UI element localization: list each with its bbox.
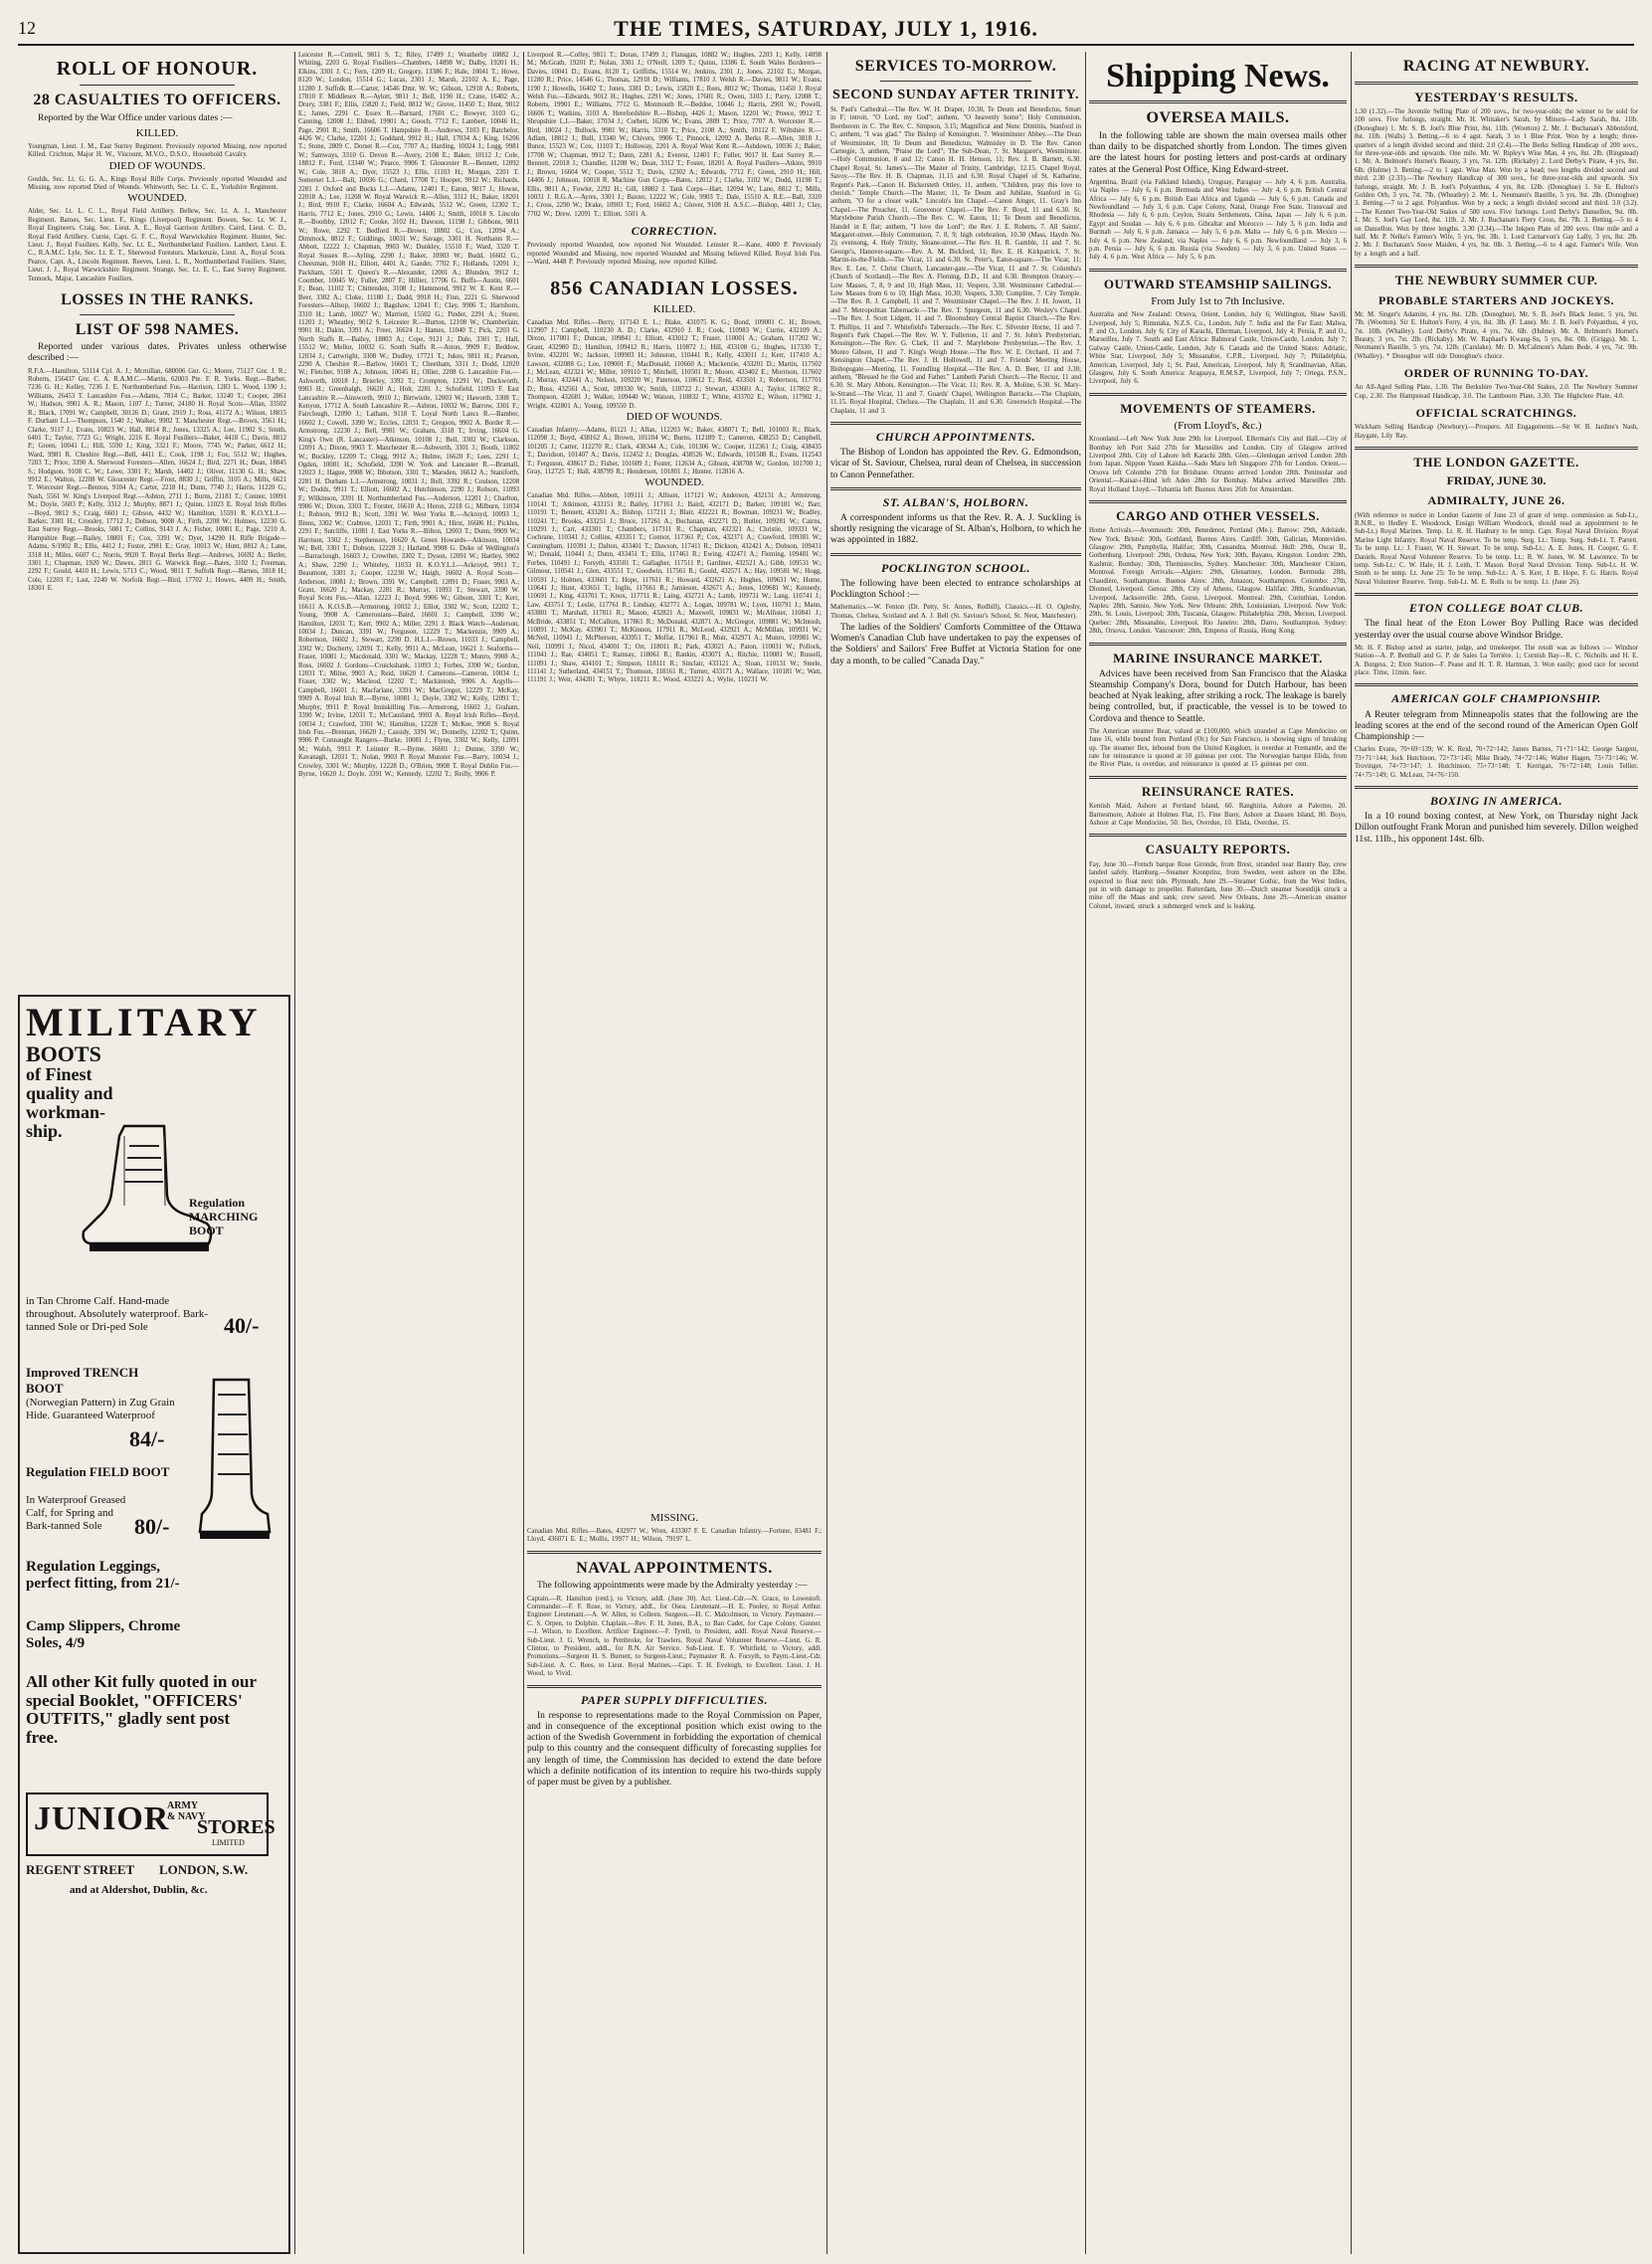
casualty-reports-heading: CASUALTY REPORTS.: [1145, 842, 1291, 857]
text-block: Mr. H. F. Bishop acted as starter, judge, and timekeeper. The result was as follows :— Windsor Station—A. P. Benthall and G. P. de Sales La Terrière. 1; Cornish Bay—R. C. Nicholls and H. E. A. Burgess, 2; Eton Station—F. Pease and H. T. R. Hartman, 3. Won easily; good race for second place. Time, 11min. 6sec.: [1355, 644, 1638, 677]
regent-street: REGENT STREET: [26, 1862, 135, 1877]
ad-line3: quality and: [26, 1082, 113, 1103]
racing-heading: RACING AT NEWBURY.: [1402, 58, 1590, 75]
ad-line5: ship.: [26, 1120, 63, 1141]
died-label: DIED OF WOUNDS.: [108, 159, 206, 172]
text-block: Liverpool R.—Coffey, 9811 T.; Doran, 17499 J.; Flanagan, 10882 W.; Hughes, 2203 J.; Kelly, 14898 M.; McGrath, 19201 P.; Nolan, 3301 J.; O'Neill, 1209 T.; Quinn, 13386 E. South Wales Borderers—Davies, 10041 D.; Evans, 8120 T.; Griffiths, 15514 W.; Jenkins, 2301 J.; Jones, 22102 E.; Morgan, 11280 R.; Price, 14546 G.; Thomas, 12918 D.; Williams, 17810 J. Welsh R.—Davies, 9811 W.; Evans, 1190 J.; Howells, 16402 T.; Jones, 3381 D.; Lewis, 15820 E.; Rees, 8812 W.; Thomas, 11450 J. Royal Welsh Fus.—Edwards, 9012 H.; Hughes, 2291 W.; Jones, 17601 R.; Owen, 3103 J.; Parry, 12008 T.; Roberts, 19901 E.; Williams, 7712 G. Monmouth R.—Beddoe, 10046 J.; Harris, 2901 W.; Powell, 16606 T.; Watkins, 3103 A. Herefordshire R.—Bishop, 4426 J.; Mason, 12201 W.; Preece, 9912 T. Shropshire L.I.—Baker, 17034 J.; Corbett, 16206 W.; Evans, 2809 T.; Price, 7707 A. Worcester R.—Bird, 10024 J.; Bullock, 9981 W.; Harris, 3310 T.; Price, 2108 A.; Smith, 10112 F. Wiltshire R.—Adlam, 18812 J.; Bull, 13340 W.; Chivers, 9906 T.; Pinnock, 12092 A. Berks R.—Allen, 3818 J.; Bunce, 15523 W.; Cox, 11103 T.; Holloway, 2201 A. Royal West Kent R.—Ashdown, 10036 J.; Baker, 17708 W.; Chapman, 9912 T.; Dann, 2281 A.; Everest, 12401 F.; Fuller, 9017 H. East Surrey R.—Bennett, 22018 J.; Chandler, 11208 W.; Dean, 3312 T.; Foster, 18201 A. Royal Fusiliers—Atkins, 9910 J.; Brown, 16604 W.; Cooper, 5512 T.; Davis, 12302 A.; Edwards, 7712 F.; Green, 2910 H.; Hill, 14406 J.; Johnson, 10018 R. Machine Gun Corps—Bates, 12012 J.; Clarke, 3102 W.; Dodd, 11198 T.; Ellis, 9811 A.; Fowler, 2292 H.; Gill, 18802 J. Tank Corps—Hart, 12094 W.; Lane, 8812 T.; Mills, 10031 J. R.G.A.—Ayres, 3301 J.; Baxter, 12222 W.; Cole, 9903 T.; Dale, 15510 A. R.E.—Ball, 3320 J.; Cross, 2290 W.; Drake, 10903 T.; Ford, 16602 A.; Glover, 9108 H. A.S.C.—Bishop, 4401 J.; Clay, 7702 W.; Drew, 12091 T.; Elliott, 5501 A.: [527, 52, 822, 218]
trench-boot-illustration-icon: [194, 1375, 274, 1549]
oversea-mails-intro: In the following table are shown the main oversea mails other than daily to be dispatched shortly from London. The times given are the latest hours for posting letters and post-cards at ordinary rates at the General Post Office, King Edward-street.: [1089, 130, 1347, 175]
eton-text: The final heat of the Eton Lower Boy Pulling Race was decided yesterday over the usual course above Windsor Bridge.: [1355, 619, 1638, 641]
text-block: Previously reported Wounded, now reported Not Wounded. Leinster R.—Kane, 4000 P. Previously reported Wounded and Missing, now reported Wounded and Missing believed Killed. Royal Irish Fus.—Ward, 4448 P. Previously reported Missing, now reported Killed.: [527, 242, 822, 267]
camp-slippers-text: Camp Slippers, Chrome Soles, 4/9: [26, 1618, 181, 1651]
ad-line1: BOOTS: [26, 1041, 101, 1066]
text-block: Canadian Mtd. Rifles.—Abbott, 109111 J.; Allison, 117121 W.; Anderson, 432131 A.; Armstrong, 110141 T.; Atkinson, 433151 R.; Bailey, 117161 J.; Baird, 432171 D.; Barker, 109181 W.; Barr, 110191 T.; Bennett, 433201 A.; Bishop, 117211 J.; Blair, 432221 R.; Bowman, 109231 W.; Bradley, 110241 T.; Brooks, 433251 J.; Bruce, 117261 A.; Buchanan, 432271 D.; Butler, 109281 W.; Cairns, 110291 J.; Carr, 433301 T.; Chambers, 117311 R.; Chapman, 432321 A.; Christie, 109331 W.; Cochrane, 110341 J.; Collins, 433351 T.; Connor, 117361 P.; Cox, 432371 A.; Crawford, 109381 W.; Cunningham, 110391 J.; Dalton, 433401 T.; Dawson, 117411 R.; Dickson, 432421 A.; Dobson, 109431 W.; Donald, 110441 J.; Dunn, 433451 T.; Ellis, 117461 R.; Ewing, 432471 A.; Fleming, 109481 W.; Forbes, 110491 J.; Forsyth, 433501 T.; Gallagher, 117511 P.; Gardiner, 432521 A.; Gibb, 109531 W.; Gilmour, 110541 J.; Glen, 433551 T.; Goodwin, 117561 R.; Gould, 432571 A.; Hay, 109581 W.; Hogg, 110591 J.; Holmes, 433601 T.; Hope, 117611 R.; Howard, 432621 A.; Hughes, 109631 W.; Hume, 110641 J.; Hunt, 433651 T.; Inglis, 117661 R.; Jamieson, 432671 A.; Jones, 109681 W.; Kennedy, 110691 J.; King, 433701 T.; Knox, 117711 R.; Laing, 432721 A.; Lamb, 109731 W.; Lang, 110741 J.; Law, 433751 T.; Leslie, 117761 R.; Lindsay, 432771 A.; Logan, 109781 W.; Lyon, 110791 J.; Mann, 433801 T.; Marshall, 117811 R.; Mason, 432821 A.; Maxwell, 109831 W.; McAllister, 110841 J.; McBride, 433851 T.; McCallum, 117861 R.; McDonald, 432871 A.; McGregor, 109881 W.; McIntosh, 110891 J.; McKay, 433901 T.; McKinnon, 117911 R.; McLeod, 432921 A.; McMillan, 109931 W.; McNeil, 110941 J.; McPherson, 433951 T.; Moffat, 117961 R.; Muir, 432971 A.; Munro, 109981 W.; Neil, 110991 J.; Nicol, 434001 T.; Orr, 118011 R.; Park, 433021 A.; Paton, 110031 W.; Pollock, 111041 J.; Rae, 434051 T.; Ramsay, 118061 R.; Rankin, 433071 A.; Ritchie, 110081 W.; Russell, 111091 J.; Shaw, 434101 T.; Simpson, 118111 R.; Sinclair, 433121 A.; Sloan, 110131 W.; Steele, 111141 J.; Sutherland, 434151 T.; Thomson, 118161 R.; Turner, 433171 A.; Wallace, 110181 W.; Watt, 111191 J.; Weir, 434201 T.; Whyte, 118211 R.; Wood, 433221 A.; Wylie, 110231 W.: [527, 492, 822, 684]
text-block: Mathematics.—W. Fenton (Dr. Petty, St. Annes, Redhill), Classics.—H. O. Oglesby, Thomas, Chelsea, Scotland and A. J. Bell (St. Saviour's School, St. Neot, Manchester).: [830, 604, 1081, 620]
golf-text: A Reuter telegram from Minneapolis states that the following are the leading scores at the end of the second round of the American Open Golf Championship :—: [1355, 709, 1638, 743]
canadian-killed-label: KILLED.: [652, 302, 696, 315]
column-shipping-news: [1089, 52, 1347, 2254]
text-block: Charles Evans, 70+69=139; W. K. Reid, 70+72=142; James Barnes, 71+71=142; George Sargent, 73+71=144; Jock Hutchison, 72+73=145; Mike Brady, 74+72=146; Walter Hagen, 73+73=146; W. Trovinger, 74+73=147; J. Hutchinson, 75+73=148; T. Kerrigan, 76+72=148; Louis Tellier, 74+75=149; G. McLean, 74+76=150.: [1355, 746, 1638, 779]
london-gazette-heading: THE LONDON GAZETTE.: [1413, 455, 1579, 471]
field-boot-text: In Waterproof Greased Calf, for Spring and Bark-tanned Sole: [26, 1494, 126, 1532]
kit-booklet-text: All other Kit fully quoted in our special Booklet, "OFFICERS' OUTFITS," gladly sent post free.: [26, 1672, 257, 1748]
boxing-heading: BOXING IN AMERICA.: [1430, 793, 1562, 808]
column-rule: [523, 52, 524, 2254]
yesterdays-results-heading: YESTERDAY'S RESULTS.: [1414, 89, 1578, 104]
field-boot-label: Regulation FIELD BOOT: [26, 1464, 170, 1479]
column-rule: [294, 52, 295, 2254]
wounded-label: WOUNDED.: [127, 192, 187, 205]
text-block: Wickham Selling Handicap (Newbury).—Prospero. All Engagements.—Sir W. B. Jardine's Nash, Haygate, Lily Ray.: [1355, 424, 1638, 440]
list-intro: Reported under various dates. Privates unless otherwise described :—: [28, 342, 286, 364]
london-sw: LONDON, S.W.: [159, 1862, 249, 1877]
ad-line4: workman-: [26, 1101, 105, 1122]
shipping-news-heading: Shipping News.: [1106, 58, 1330, 94]
text-block: An All-Aged Selling Plate, 1.30. The Berkshire Two-Year-Old Stakes, 2.0. The Newbury Summer Cup, 2.30. The Hampstead Handicap, 3.0. The Lambourn Plate, 3.30. The Highclere Plate, 4.0.: [1355, 384, 1638, 400]
probable-starters-heading: PROBABLE STARTERS AND JOCKEYS.: [1377, 292, 1615, 307]
logo-limited: LIMITED: [212, 1838, 245, 1847]
aldershot-text: and at Aldershot, Dublin, &c.: [70, 1884, 208, 1896]
field-boot-price: 80/-: [134, 1514, 170, 1539]
marching-boot-price: 40/-: [224, 1313, 260, 1338]
ad-line2: of Finest: [26, 1064, 92, 1085]
golf-heading: AMERICAN GOLF CHAMPIONSHIP.: [1391, 691, 1601, 706]
junior-army-navy-stores-logo: [26, 1792, 275, 1856]
missing-label: MISSING.: [650, 1512, 698, 1524]
text-block: Australia and New Zealand: Orsova, Orient, London, July 6; Wellington, Shaw Savill, Liverpool, July 5; Rimutaka, N.Z.S. Co., London, July 7. India and the Far East: Malwa, P. and O., London, July 6; City of Karachi, Ellerman, Liverpool, July 4; Persia, P. and O., Marseilles, July 7. South and East Africa: Balmoral Castle, Union-Castle, London, July 7; Galway Castle, Union-Castle, London, July 6. Canada and the United States: Adriatic, White Star, Liverpool, July 5; Missanabie, C.P.R., Liverpool, July 7; Philadelphia, American, Liverpool, July 1; St. Paul, American, Liverpool, July 8; Scandinavian, Allan, Glasgow, July 6. South America: Araguaya, R.M.S.P., Liverpool, July 7; Ortega, P.S.N., Liverpool, July 6.: [1089, 311, 1347, 386]
eton-heading: ETON COLLEGE BOAT CLUB.: [1408, 601, 1584, 616]
trench-boot-label: Improved TRENCH BOOT: [26, 1365, 139, 1396]
second-sunday-heading: SECOND SUNDAY AFTER TRINITY.: [832, 87, 1079, 102]
logo-stores: STORES: [197, 1816, 275, 1838]
text-block: Home Arrivals.—Avonmouth: 30th, Benedenor, Portland (Me.). Barrow: 29th, Adelaide, New York. Bristol: 30th, Gothland, Buenos Aires. Cardiff: 30th, Galician, Montevideo. Glasgow: 29th, Pamphylia, Halifax; 30th, Cassandra, Montreal. Hull: 29th, Oscar II., Gothenburg. Liverpool: 29th, Orduna, New York; 30th, Bayano, Kingston. London: 29th, Kashmir, Bombay; 30th, Themistocles, Sydney. Manchester: 30th, Manchester Citizen, Montreal. Foreign Arrivals.—Algiers: 29th, Glenartney, London. Bermuda: 28th, Chaudière, Southampton. Buenos Aires: 28th, Amazon, Southampton. Colombo: 27th, Diomed, Liverpool. Genoa: 28th, City of Athens, Glasgow. Halifax: 28th, Scandinavian, Liverpool. Jacksonville: 28th, Gorse, Liverpool. Montreal: 29th, Corinthian, London. Naples: 28th, Sannio, New York. New Orleans: 28th, Louisianian, Liverpool. New York: 29th, St. Louis, Liverpool; 30th, Tuscania, Glasgow. Philadelphia: 29th, Merion, Liverpool. Quebec: 28th, Missanabie, Liverpool. Rio Janeiro: 28th, Darro, Southampton. Sydney: 28th, Orsova, London. Vancouver: 28th, Empress of Russia, Hong Kong.: [1089, 527, 1347, 636]
ad-title: MILITARY: [26, 1000, 262, 1044]
marine-insurance-text: Advices have been received from San Francisco that the Alaska Steamship Company's Dora, bound for Dutch Harbour, has been beached at Nyak leaking, after striking a rock. The leakage is barely being controlled, but, if practicable, the vessel is to be towed to Cordova and thence to Seattle.: [1089, 668, 1347, 724]
naval-appointments-heading: NAVAL APPOINTMENTS.: [576, 1559, 773, 1577]
marine-insurance-heading: MARINE INSURANCE MARKET.: [1113, 650, 1323, 665]
text-block: Fay, June 30.—French barque Rose Gironde, from Brest, stranded near Bantry Bay, crew landed safely. Hamburg.—Steamer Kronprinz, from Sweden, went ashore on the Elbe, expected to float next tide. Plymouth, June 29.—Steamer Gothic, from the West Indies, put in with damage to propeller. Rotterdam, June 30.—Dutch steamer Soestdijk struck a mine off the Maas and sank; crew saved. New Orleans, June 29.—American steamer Colonel, inward, struck a submerged wreck and is leaking.: [1089, 860, 1347, 910]
naval-appointments-intro: The following appointments were made by the Admiralty yesterday :—: [537, 1581, 808, 1592]
official-scratchings-heading: OFFICIAL SCRATCHINGS.: [1415, 406, 1577, 421]
leggings-text: Regulation Leggings, perfect fitting, from 21/-: [26, 1559, 180, 1592]
church-appointments-heading: CHURCH APPOINTMENTS.: [875, 430, 1036, 445]
list-heading: LIST OF 598 NAMES.: [75, 320, 240, 338]
services-heading: SERVICES TO-MORROW.: [854, 58, 1057, 75]
text-block: Leicester R.—Cottrell, 9811 S. T.; Riley, 17499 J.; Weatherby 10882 J.; Whiting, 2203 G. Royal Fusiliers—Chambers, 14898 W.; Dalby, 19201 H.; Elkins, 3301 J. C.; Fern, 1209 H.; Gregory, 13386 F.; Hale, 10041 T.; Howe, 8120 W.; London, 15514 G.; Lucas, 2301 J.; Marsh, 22102 A. E.; Page, 11280 J. Suffolk R.—Carter, 14546 Dmr. W. W.; Gibson, 12918 A.; Roberts, 17810 F. Middlesex R.—Aylott, 9811 J.; Bell, 1190 H.; Crane, 16402 A.; Drury, 3381 F.; Ellis, 15820 J.; Field, 8812 W.; Grove, 11450 T.; Hunt, 9012 E.; James, 2291 C. Essex R.—Barnard, 17601 C.; Bowyer, 3103 G.; Canning, 12008 J.; Eldred, 19901 A.; Gooch, 7712 F.; Lambert, 10046 H.; Page, 2901 R.; Smith, 16606 T. Hampshire R.—Andrews, 3103 F.; Batchelor, 4426 W.; Clarke, 12201 J.; Goddard, 9912 H.; Hall, 17034 A.; King, 16206 T.; Stone, 2809 C. Dorset R.—Cox, 7707 A.; Harding, 10024 J.; Legg, 9981 W.; Samways, 3310 G. Devon R.—Avery, 2108 E.; Baker, 10112 J.; Cole, 18812 F.; Ford, 13340 W.; Pearce, 9906 T. Gloucester R.—Bennett, 12092 W.; Cole, 3818 A.; Dyer, 15523 J.; Ellis, 11103 H.; Morgan, 2201 T. Somerset L.I.—Ball, 10036 G.; Chard, 17708 T.; Hooper, 9912 W.; Richards, 2281 J. Oxford and Bucks L.I.—Adams, 12401 F.; Eaton, 9017 J.; Howse, 22018 A.; Lee, 11208 W. Royal Warwick R.—Allen, 3312 H.; Baker, 18201 J.; Bird, 9910 F.; Clarke, 16604 A.; Edwards, 5512 W.; Green, 12302 T.; Harris, 7712 E.; Jones, 2910 G.; Lewis, 14406 J.; Smith, 10018 S. Lincoln R.—Boothby, 12012 F.; Cooke, 3102 H.; Dawson, 11198 J.; Gibbons, 9811 W.; Rowe, 2292 T. Bedford R.—Brown, 18802 G.; Cox, 12094 A.; Dimmock, 8812 F.; Giddings, 10031 W.; Savage, 3301 H. Northants R.—Abbott, 12222 J.; Chapman, 9903 W.; Dunkley, 15510 F.; Ward, 3320 T. Royal Sussex R.—Ayling, 2290 J.; Baker, 10903 W.; Budd, 16602 G.; Cheesman, 9108 H.; Elliott, 4401 A.; Gander, 7702 F.; Hollands, 12091 J.; Packham, 5501 T. Queen's R.—Alexander, 12001 A.; Blunden, 9912 J.; Coomber, 10045 W.; Fuller, 2807 F.; Hillier, 17706 G. Buffs—Austin, 6601 F.; Bean, 11102 T.; Chittenden, 3108 J.; Hammond, 9912 W. E. Kent R.—Beer, 3302 A.; Cloke, 11180 J.; Dadd, 9918 H.; Finn, 2221 G. Sherwood Foresters—Allsop, 16602 J.; Bagshaw, 12041 F.; Clay, 9906 T.; Hartshorn, 3310 H.; Lamb, 10027 W.; Marriott, 15502 G.; Pinder, 2291 A.; Storer, 11201 J.; Wheatley, 9012 S. Leicester R.—Burton, 12108 W.; Chamberlain, 9901 H.; Dakin, 3391 A.; Freer, 16624 J.; Hames, 11040 T.; Pick, 2203 G. North Staffs R.—Bailey, 18803 A.; Cope, 9121 J.; Dale, 3301 T.; Hall, 15512 W.; Mellor, 10032 G. South Staffs R.—Aston, 9909 F.; Beddow, 12034 J.; Cartwright, 3308 W.; Dudley, 17721 T.; Jukes, 9811 H.; Pearson, 2290 A. Cheshire R.—Barlow, 16601 T.; Cheetham, 3311 J.; Dodd, 12020 W.; Fletcher, 9108 A.; Johnson, 10045 H.; Ollier, 2208 G. Lancashire Fus.—Ashworth, 10018 J.; Brierley, 3392 T.; Crompton, 12291 W.; Duckworth, 9903 H.; Greenhalgh, 16620 A.; Holt, 2281 J.; Schofield, 11093 F. East Lancashire R.—Ainsworth, 9910 J.; Birtwistle, 12003 W.; Haworth, 3308 T.; Kenyon, 17712 A. South Lancashire R.—Ashton, 10032 W.; Barrow, 3301 F.; Fairclough, 12090 J.; Latham, 9118 T. Loyal North Lancs R.—Bamber, 16602 J.; Cowell, 3390 W.; Eccles, 12031 T.; Gregson, 9902 A. Border R.—Armstrong, 12230 J.; Bell, 9901 W.; Graham, 3318 T.; Irving, 16604 G. King's Own (R. Lancaster)—Atkinson, 10108 J.; Bell, 3302 W.; Clarkson, 12091 A.; Dixon, 9903 T. Manchester R.—Ashworth, 3301 J.; Booth, 11802 W.; Buckley, 12209 T.; Clegg, 9912 A.; Hulme, 16620 F.; Lees, 2291 J.; Ogden, 10081 H.; Schofield, 3390 W. York and Lancaster R.—Bramall, 12023 J.; Hague, 9908 W.; Ibbotson, 3301 T.; Marsden, 16612 A.; Staniforth, 2281 H. Durham L.I.—Armstrong, 10031 J.; Bell, 3392 R.; Coulson, 12208 W.; Dodds, 9911 T.; Elliott, 16602 A.; Hutchinson, 2290 J.; Robson, 11093 F.; Wilkinson, 3391 H. Northumberland Fus.—Anderson, 12201 J.; Charlton, 9906 W.; Dixon, 3303 T.; Forster, 16610 A.; Heron, 2218 G.; Milburn, 11034 J.; Robson, 9912 R.; Scott, 3391 W. West Yorks R.—Ackroyd, 10093 J.; Binns, 3302 W.; Crabtree, 12031 T.; Firth, 9901 A.; Hirst, 16606 H.; Pickles, 2291 F.; Sutcliffe, 11081 J. East Yorks R.—Bilton, 12003 T.; Dunn, 9909 W.; Harrison, 3302 J.; Stephenson, 16620 A. Green Howards—Atkinson, 10034 W.; Bell, 3301 T.; Dobson, 12228 J.; Harland, 9908 G. Duke of Wellington's—Barraclough, 16603 J.; Crowther, 3302 T.; Dyson, 12091 W.; Hartley, 9902 A.; Shaw, 2290 J.; Whiteley, 11033 H. K.O.Y.L.I.—Ackroyd, 9911 T.; Beaumont, 3301 J.; Cooper, 12230 W.; Haigh, 16602 A. Royal Scots—Anderson, 10081 J.; Brown, 3391 W.; Campbell, 12091 D.; Fraser, 9903 A.; Grant, 16620 J.; Mackay, 2281 R.; Murray, 11093 T.; Stewart, 3390 W. Royal Scots Fus.—Allan, 12223 J.; Boyd, 9906 W.; Gibson, 3301 T.; Kerr, 16611 A. K.O.S.B.—Armstrong, 10032 J.; Elliot, 3302 W.; Scott, 12202 T.; Young, 9908 A. Cameronians—Baird, 16601 J.; Campbell, 3390 W.; Hamilton, 12031 T.; Kerr, 9902 A.; Miller, 2291 J. Black Watch—Anderson, 10034 J.; Duncan, 3391 W.; Ferguson, 12229 T.; Mackenzie, 9909 A.; Robertson, 16602 J.; Stewart, 2290 D. H.L.I.—Brown, 11033 J.; Campbell, 3302 W.; Docherty, 12091 T.; Kelly, 9911 A.; McLean, 16621 J. Seaforths—Fraser, 10081 J.; Macdonald, 3301 W.; Mackay, 12228 T.; Munro, 9908 A.; Ross, 16602 J. Gordons—Cruickshank, 11093 J.; Forbes, 3390 W.; Gordon, 12031 T.; Milne, 9903 A.; Reid, 16620 J. Camerons—Cameron, 10034 J.; Fraser, 3302 W.; Macleod, 12202 T.; Mackintosh, 9906 A. Argylls—Campbell, 16601 J.; Macfarlane, 3391 W.; MacGregor, 12229 T.; McKay, 9909 A. Royal Irish R.—Byrne, 10081 J.; Doyle, 3302 W.; Kelly, 12091 T.; Murphy, 9911 P. Royal Inniskilling Fus.—Armstrong, 16602 J.; Graham, 3390 W.; Irvine, 12031 T.; McCausland, 9903 A. Royal Irish Rifles—Boyd, 10034 J.; Crawford, 3301 W.; Hamilton, 12228 T.; McKee, 9908 S. Royal Irish Fus.—Brennan, 16620 J.; Cassidy, 3391 W.; Donnelly, 12202 T.; Quinn, 9906 P. Connaught Rangers—Burke, 10081 J.; Flynn, 3302 W.; Kelly, 12091 M.; Walsh, 9911 P. Leinster R.—Byrne, 16601 J.; Dunne, 3390 W.; Kavanagh, 12031 T.; Nolan, 9903 P. Royal Munster Fus.—Barry, 10034 J.; Crowley, 3301 W.; Murphy, 12228 D.; O'Brien, 9908 T. Royal Dublin Fus.—Byrne, 16620 J.; Doyle, 3391 W.; Kennedy, 12202 T.; Reilly, 9906 P.: [298, 52, 519, 778]
masthead-title: THE TIMES, SATURDAY, JULY 1, 1916.: [614, 16, 1038, 41]
text-block: 1.30 (1.32).—The Juvenile Selling Plate of 200 sovs., for two-year-olds; the winner to be sold for 100 sovs. Five furlongs, straight. Mr. H. Whitaker's Sarah, by Minoru—Lady Sarah, 8st. 11lb. (Donoghue) 1. Mr. S. B. Joel's Blue Print, 8st. 11lb. (Wootton) 2. Mr. J. Buchanan's Abbotsford, 8st. 11lb. (Walls) 3. Betting.—6 to 4 agst. Sarah, 3 to 1 Blue Print. Won by a length; three-quarters of a length divided second and third. 2.0 (2.4).—The Berks Selling Handicap of 200 sovs., for three-year-olds and upwards. One mile. Mr. W. Ripley's Wise Man, 4 yrs, 8st. 2lb. (Ringstead) 1. Mr. A. Belmont's Hornet's Beauty, 3 yrs, 7st. 12lb. (Rickaby) 2. Lord Derby's Pirate, 4 yrs, 8st. 6lb. (Hulme) 3. Betting.—2 to 1 agst. Wise Man. Won by a head; two lengths divided second and third. 2.30 (2.33).—The Newbury Handicap of 300 sovs., for three-year-olds and upwards. Six furlongs, straight. Mr. J. B. Joel's Polyanthus, 4 yrs, 8st. 12lb. (Donoghue) 1. Sir E. Hulton's Golden Orb, 3 yrs, 7st. 7lb. (Wheatley) 2. Mr. L. Neumann's Bastille, 5 yrs, 9st. 2lb. (Donoghue) 3. Betting.—7 to 2 agst. Polyanthus. Won by a neck; a length divided second and third. 3.0 (3.2).—The Kennet Two-Year-Old Stakes of 500 sovs. Five furlongs. Lord Derby's Dansellon, 9st. 0lb. 1. Mr. S. Joel's Gay Lord, 8st. 11lb. 2. Mr. J. Buchanan's Fiery Cross, 8st. 7lb. 3. Betting.—5 to 4 on Dansellon. Won by three lengths. 3.30 (3.34).—The Inkpen Plate of 200 sovs. One mile and a half. Mr. P. Nelke's Farmer's Wife, 5 yrs, 9st. 3lb. 1. Lord Carnarvon's Gay Lally, 3 yrs, 8st. 2lb. 2. Mr. J. Buchanan's Snow Maiden, 4 yrs, 9st. 0lb. 3. Betting.—6 to 4 agst. Farmer's Wife. Won by a length and a half.: [1355, 107, 1638, 258]
casualties-intro: Reported by the War Office under various dates :—: [38, 112, 233, 123]
canadian-died-label: DIED OF WOUNDS.: [626, 411, 723, 423]
roll-of-honour-heading: ROLL OF HONOUR.: [56, 58, 259, 80]
text-block: Captain.—R. Hamilton (retd.), to Victory, addl. (June 30). Act. Lieut.-Cdr.—N. Grace, to Lowestoft. Commander.—F. F. Rose, to Victory, addl., for Osea. Lieutenant.—H. E. Pooley, to Royal Arthur. Engineer Lieutenant.—A. W. Allen, to Colleen. Surgeon.—H. C. Malcolmson, to Victory. Paymaster.—C. S. Orpen, to Dolphin. Chaplain.—Rev. F. H. Jones, B.A., to Ban Cadet, for Cape Colony. Gunner.—J. Wilson, to Excellent. Artificer Engineer.—F. Tyrell, to President, addl. Royal Naval Reserve.—Sub-Lieut. J. G. Wrench, to Pembroke, for Trawlers. Royal Naval Volunteer Reserve.—Lieut. G. R. Clinton, to President, addl., for R.N. Air Service. Sub-Lieut. E. F. Whitfield, to Victory, addl. Promotions.—Surgeon H. S. Burnett, to Surgeon-Lieut.; Paymaster R. A. Forsyth, to Paym.-Lieut.-Cdr. Sub-Lieut. A. C. Rees, to Lieut. Royal Marines.—Capt. T. H. Eveleigh, to Excellent. Lieut. J. H. Wood, to Vivid.: [527, 1595, 822, 1678]
st-albans-text: A correspondent informs us that the Rev. R. A. J. Suckling is shortly resigning the vicarage of St. Alban's, Holborn, to which he was appointed in 1882.: [830, 513, 1081, 546]
column-services: [830, 52, 1081, 2254]
text-block: Youngman, Lieut. J. M., East Surrey Regiment. Previously reported Missing, now reported Killed. Crichton, Major H. W., Viscount, M.V.O., D.S.O., Household Cavalry.: [28, 142, 286, 159]
movements-heading: MOVEMENTS OF STEAMERS.: [1120, 400, 1316, 416]
order-of-running-heading: ORDER OF RUNNING TO-DAY.: [1403, 366, 1589, 381]
gazette-date: FRIDAY, JUNE 30.: [1446, 473, 1547, 488]
regulation-marching-boot-label: Regulation MARCHING BOOT: [189, 1196, 259, 1237]
canadian-losses-heading: 856 CANADIAN LOSSES.: [550, 277, 799, 299]
casualties-heading: 28 CASUALTIES TO OFFICERS.: [33, 92, 281, 108]
column-rule: [1351, 52, 1352, 2254]
reinsurance-heading: REINSURANCE RATES.: [1141, 783, 1295, 799]
text-block: Alder, Sec. Lt. L. C. L., Royal Field Artillery. Bellew, Sec. Lt. A. J., Manchester Regiment. Barnes, Sec. Lieut. F., Kings (Liverpool) Regiment. Bowen, Sec. Lt. W. J., Royal Engineers. Craig, Sec. Lieut. A. E., Royal Garrison Artillery. Caird, Lieut. C. D., Royal Field Artillery. Currie, Capt. G. F. C., Royal Warwickshire Regiment. Hunter, Sec. Lieut. J., Royal Fusiliers. Kelly, Sec. Lt. E., Northumberland Fusiliers. Lambert, Lieut. E. C., R.A.M.C. Lyle, Sec. Lt. E. T., Sherwood Foresters. Mackenzie, Lieut. A., Royal Scots. Pearce, Capt. A., Lincoln Regiment. Reeves, Lieut. L. R., Northumberland Fusiliers. Slater, Lieut. J. J., Royal Warwickshire Regiment. Strange, Sec. Lt. E. C., East Surrey Regiment. Tennock, Major, Lancashire Fusiliers.: [28, 208, 286, 283]
outward-sailings-sub: From July 1st to 7th Inclusive.: [1151, 295, 1285, 308]
logo-junior: JUNIOR: [34, 1800, 170, 1837]
text-block: Argentina, Brazil (via Falkland Islands), Uruguay, Paraguay — July 4, 6 p.m. Australia, via Naples — July 6, 6 p.m. Bermuda and West Indies — July 4, 6 p.m. British Central Africa — July 6, 6 p.m. British East Africa and Uganda — July 6, 6 p.m. Canada and Newfoundland — July 3, 6 p.m. Cape Colony, Natal, Orange Free State, Transvaal and Rhodesia — July 6, 6 p.m. Ceylon, Straits Settlements, China, Japan — July 6, 6 p.m. Egypt and Soudan — July 6, 6 p.m. Gibraltar and Morocco — July 3, 6 p.m. India and Burmah — July 6, 6 p.m. Jamaica — July 5, 6 p.m. Malta — July 6, 6 p.m. Mexico — July 4, 6 p.m. New Zealand, via Naples — July 6, 6 p.m. Newfoundland — July 3, 6 p.m. Persia — July 6, 6 p.m. Russia (via Sweden) — July 3, 6 p.m. United States — July 4, 6 p.m. West Africa — July 5, 6 p.m.: [1089, 178, 1347, 262]
column-roll-of-honour: [28, 52, 286, 981]
paper-supply-text: In response to representations made to the Royal Commission on Paper, and in consequence of the exceptional position which exist owing to the action of the Swedish Government in forbidding the exportation of chemical pulp to this country and the consequent difficulty of forecasting supplies for any length of time, the Commission has decided to extend the date before which a definite notification of its intention to require his two-thirds supply of paper must be given by a publisher.: [527, 1710, 822, 1789]
paper-supply-heading: PAPER SUPPLY DIFFICULTIES.: [580, 1692, 769, 1707]
trench-boot-text: (Norwegian Pattern) in Zug Grain Hide. Guaranteed Waterproof: [26, 1397, 175, 1421]
pocklington-heading: POCKLINGTON SCHOOL.: [881, 560, 1030, 575]
tan-chrome-text: in Tan Chrome Calf. Hand-made throughout. Absolutely waterproof. Bark-tanned Sole or Dri-ped Sole: [26, 1295, 208, 1333]
military-boots-advertisement: [18, 995, 290, 2254]
text-block: (With reference to notice in London Gazette of June 23 of grant of temp. commission as Sub-Lt., R.N.R., to Hedley E. Woodcock, Ensign William Woodcock, should read as appointment to be Sub-Lt.) Royal Marines. Temp. Lt. R. H. Hanbury to be temp. Capt. Royal Naval Division. Royal Marine Light Infantry. Royal Naval Reserve. To be temp. Surg. Lt.: Temp. Surg. Sub-Lt. T. Parrett. To be temp. Lt.: J. Fraser, W. H. Stewart. To be temp. Sub-Lt.: A. E. Jones, H. Cooper, G. F. Daniels. Royal Naval Volunteer Reserve. To be temp. Lt.: R. W. Jones, W. M. Lawrence. To be temp. Sub-Lt.: C. W. Hale, H. J. Leith, T. Mason. Royal Naval Division. Temp. Sub-Lt. H. W. Smith to be temp. Lt. June 25: To be temp. Sub-Lt.: A. S. Kerr, J. B. Hope, F. G. Harris. Royal Naval Volunteer Reserve. Temp. Sub-Lt. M. E. Rolls to be temp. Lt. (June 26).: [1355, 511, 1638, 586]
admiralty-heading: ADMIRALTY, JUNE 26.: [1427, 493, 1565, 508]
column-racing: [1355, 52, 1638, 2254]
text-block: St. Paul's Cathedral.—The Rev. W. H. Draper, 10.30, Te Deum and Benedictus, Smart in F; introit, "O Lord, my God"; anthem, "O heavenly home"; Holy Communion, Beethoven in C. The Rev. C. Simpson, 3.15; Magnificat and Nunc Dimittis, Stanford in C; anthem, "I was glad." The Bishop of Kensington, 7. Westminster Abbey.—The Dean of Westminster, 10; Te Deum and Benedictus, Walmisley in D. The Rev. Canon Carnegie, 3, anthem, "Praise the Lord"; The Sub-Dean, 7. St. Margaret's, Westminster.—Holy Communion, 8 and 12; Canon H. H. Henson, 11; Rev. J. B. Barnett, 6.30. Chapel Royal, St. James's.—The Master of Trinity, Cambridge, 12.15. Chapel Royal, Savoy.—The Rev. H. B. Chapman, 11.15 and 6.30. Royal Chapel of St. Katharine, Regent's Park.—Canon H. Bickersteth Ottley, 11, anthem, "Children, pray this love to cherish." Temple Church.—The Master, 11, Te Deum and Jubilate, Stanford in G; anthem, "O for a closer walk." Lincoln's Inn Chapel.—Canon Ainger, 11. Gray's Inn Chapel.—The Preacher, 11. Grosvenor Chapel.—The Rev. F. Boyd, 11 and 6.30. St. Marylebone Parish Church.—The Rev. C. W. Eaton, 11; Te Deum and Benedictus, Handel in E flat; anthem, "I love the Lord"; the Rev. J. E. Roberts, 7. All Saints', Margaret-street.—Holy Communion, 7, 8, 9; high celebration, 10.30 (Mass, Haydn No. 2); evensong, 4. Holy Trinity, Sloane-street.—The Rev. H. R. Gamble, 11 and 7. St. George's, Hanover-square.—Rev. A. M. Bickford, 11; Rev. E. H. Kirkpatrick, 7. St. Martin-in-the-Fields.—The Vicar, 11 and 6.30. St. Peter's, Eaton-square.—The Vicar, 11; Rev. E. Lee, 7. Christ Church, Lancaster-gate.—The Vicar, 11 and 7. St. Columba's (Church of Scotland).—The Rev. A. Fleming, D.D., 11 and 6.30. Brompton Oratory.—Low Masses, 7, 8, 9 and 10; High Mass, 11; Vespers, 3.30. Westminster Cathedral.—Low Masses from 6 to 10; High Mass, 10.30; Vespers, 3.30; Compline, 7. City Temple.—The Rev. R. J. Campbell, 11 and 7. Westminster Chapel.—The Rev. J. H. Jowett, 11 and 7. Metropolitan Tabernacle.—The Rev. T. Spurgeon, 11 and 6.30. Wesley's Chapel.—The Rev. J. Scott Lidgett, 11 and 7. Bloomsbury Central Baptist Church.—The Rev. T. Phillips, 11 and 7. Whitefield's Tabernacle.—The Rev. C. Silvester Horne, 11 and 7. Regent's Park Chapel.—The Rev. W. Y. Fullerton, 11 and 7. St. John's Presbyterian, Kensington.—The Rev. G. Clark, 11 and 7. Marylebone Presbyterian.—The Rev. J. Monro Gibson, 11 and 7. King's Weigh House.—The Rev. W. E. Orchard, 11 and 7. Kensington Chapel.—The Rev. J. H. Hollowell, 11 and 7. Friends' Meeting House, Bishopsgate.—Meeting, 11. Foundling Hospital.—The Rev. A. D. Beer, 11 and 3.30; anthem, "Blessed be the God and Father." Lambeth Parish Church.—The Rector, 11 and 6.30. St. Mary Abbots, Kensington.—The Vicar, 11; Rev. R. A. Moline, 6.30. St. Mary-le-Strand.—The Vicar, 11 and 7. Guards' Chapel, Wellington Barracks.—The Chaplain, 11.15. Royal Hospital, Chelsea.—The Chaplain, 11 and 6.30. Greenwich Hospital.—The Chaplain, 11 and 3.: [830, 105, 1081, 415]
text-block: Kentish Maid, Ashore at Portland Island, 60. Ranghiria, Ashore at Palermo, 20. Barnesmore, Ashore at Holmes Flat, 15. Fine Buoy, Ashore at Dassen Island, 80. Boyo, Ashore at Cape Mendocino, 50. Ilex, Overdue, 10. Elida, Overdue, 15.: [1089, 803, 1347, 827]
text-block: Kroonland.—Left New York June 29th for Liverpool. Ellerman's City and Hall.—City of Bombay left Port Said 27th for Marseilles and London. City of Glasgow arrived Liverpool 28th. City of Lahore left Karachi 28th. Glen.—Glenlogan arrived London 28th from Japan. Nippon Yusen Kaisha.—Sado Maru left Singapore 27th for London. Orient.—Orsova left Colombo 27th for Brisbane. Otranto arrived London 28th. Peninsular and Oriental.—Kaisar-i-Hind left Aden 28th for Bombay. Malwa arrived Marseilles 28th. Royal Holland Lloyd.—Tubantia left Buenos Aires 26th for Amsterdam.: [1089, 436, 1347, 493]
column-rule: [1085, 52, 1086, 2254]
oversea-mails-heading: OVERSEA MAILS.: [1146, 109, 1290, 127]
st-albans-heading: ST. ALBAN'S, HOLBORN.: [882, 494, 1029, 509]
logo-army-navy: ARMY & NAVY: [167, 1800, 206, 1822]
pocklington-text: The following have been elected to entrance scholarships at Pocklington School :—: [830, 578, 1081, 600]
text-block: R.F.A.—Hamilton, 53114 Cpl. A. J.; Mcmillan, 680006 Gnr. G.; Moore, 75127 Gnr. J. R.; Roberts, 156437 Gnr. C. A. R.A.M.C.—Martin, 62003 Pte. F. R. Yorks. Regt.—Barber, 7236 G. H.; Kelley, 7236 J. E. Northumberland Fus.—Harrison, 1283 L. Wood, 1390 J.; Williams, 26453 T. Lancashire Fus.—Adams, 7814 C.; Barker, 13240 T.; Cooper, 2861 W.; Hudson, 9901 A. R.; Mason, 1107 J.; Turner, 24180 H. Royal Scots—Allan, 33502 R.; Black, 17091 W.; Campbell, 30126 D.; Grant, 2919 J.; Ross, 41172 A.; Wilson, 18815 F. Durham L.I.—Thompson, 1540 J.; Walker, 9902 T. Manchester Regt.—Brown, 3561 H.; Clarke, 9117 J.; Evans, 10823 W.; Hall, 8814 R.; Jones, 13325 A.; Lee, 11902 S.; Smith, 6401 T.; Taylor, 7723 G.; Wright, 2216 E. Royal Fusiliers—Baker, 4418 C.; Davis, 8812 P.; Green, 10041 L.; Hill, 5590 J.; King, 3321 F.; Moore, 7745 W.; Parker, 6612 H.; Ward, 9981 R. Cheshire Regt.—Bell, 4411 E.; Cook, 1198 J.; Fox, 5512 W.; Hughes, 7203 T.; Price, 3390 A. Sherwood Foresters—Allen, 16624 J.; Bird, 2271 H.; Dean, 18845 S.; Hodgson, 9108 C. W.; Lowe, 3301 F.; Marsh, 14402 J.; Oliver, 11130 G. H.; Shaw, 9912 E.; Walton, 12208 W. Gloucester Regt.—Frost, 8830 J.; Griffin, 3105 A.; Mills, 6621 T. Worcester Regt.—Benton, 9104 A.; Carter, 2218 H.; Dunn, 7740 J.; Harris, 11220 G.; Nash, 5561 W. King's Liverpool Regt.—Ashton, 2711 J.; Burns, 21181 T.; Connor, 10091 M.; Doyle, 5603 P.; Kelly, 3312 J.; Murphy, 8871 J.; Quinn, 11023 E. Royal Irish Rifles—Boyd, 9812 S.; Craig, 6601 J.; Gibson, 4432 W.; Hamilton, 15591 R. K.O.Y.L.I.—Barker, 3381 H.; Crossley, 17712 J.; Dobson, 9008 A.; Firth, 2208 W.; Holmes, 12230 G. East Surrey Regt.—Brooks, 5081 T.; Collins, 9143 J. A.; Fisher, 10081 E.; Page, 3210 A. Hampshire Regt.—Bailey, 18801 F.; Cox, 3391 W.; Dyer, 14290 H. Rifle Brigade—Adams, S/1902 R.; Ellis, 4412 J.; Foster, 2981 E.; Gray, 10013 W.; Hunt, 8812 A.; Lane, 3318 H.; Miles, 6607 C.; Norris, 9920 T. Royal Berks Regt.—Andrews, 16692 A.; Butler, 3301 J.; Chapman, 1920 W.; Dawes, 2811 G. Warwick Regt.—Bates, 3102 J.; Freeman, 2292 F.; Gould, 4410 H.; Lewis, 5713 C.; Wood, 9811 T. Suffolk Regt.—Barnes, 3818 H.; Cole, 12203 F.; Last, 2240 W. Norfolk Regt.—Bird, 17702 J.; Howes, 4409 H.; Smith, 18301 E.: [28, 367, 286, 593]
boot-illustration-icon: [70, 1116, 219, 1270]
outward-sailings-heading: OUTWARD STEAMSHIP SAILINGS.: [1103, 276, 1333, 291]
text-block: Goulds, Sec. Lt. G. G. A., Kings Royal Rifle Corps. Previously reported Wounded and Missing, now reported Died of Wounds. Whitworth, Sec. Lt. C. E., Yorkshire Regiment.: [28, 175, 286, 192]
newbury-summer-cup-heading: THE NEWBURY SUMMER CUP.: [1394, 273, 1598, 288]
text-block: Canadian Mtd. Rifles.—Bates, 432977 W.; Wren, 433307 F. E. Canadian Infantry.—Fortune, 83481 F.; Lloyd, 436071 E. E.; Mollis, 19977 H.; Wilson, 79197 L.: [527, 1528, 822, 1544]
trench-boot-price: 84/-: [129, 1426, 165, 1451]
canadian-wounded-label: WOUNDED.: [644, 476, 704, 489]
text-block: Canadian Mtd. Rifles.—Berry, 117143 E. L.; Blake, 431075 K. G.; Bond, 109001 C. H.; Brown, 112907 J.; Campbell, 110230 A. D.; Clarke, 432910 J. R.; Cook, 110983 W.; Currie, 432109 A.; Dixon, 117001 F.; Duncan, 109841 J.; Elliott, 433012 T.; Fraser, 110001 A.; Graham, 117202 W.; Grant, 432980 D.; Hamilton, 109412 R.; Harris, 110872 J.; Hill, 433108 G.; Hughes, 117330 T.; Irvine, 432201 W.; Jackson, 109903 H.; Johnston, 110441 R.; Kelly, 433011 J.; Kerr, 117410 A.; Lawson, 432088 G.; Lee, 109001 F.; MacDonald, 110660 A.; Mackenzie, 433201 D.; Martin, 117502 J.; McLean, 432321 W.; Miller, 109110 T.; Mitchell, 110501 R.; Moore, 433402 E.; Morrison, 117602 J.; Murray, 432441 A.; Nelson, 109220 W.; Paterson, 110612 T.; Reid, 433501 J.; Robertson, 117701 D.; Ross, 432561 A.; Scott, 109330 W.; Smith, 110722 J.; Stewart, 433601 A.; Taylor, 117802 R.; Thompson, 432681 J.; Walker, 109440 W.; Watson, 110832 T.; White, 433702 E.; Wilson, 117902 J.; Wright, 432801 A.; Young, 109550 D.: [527, 318, 822, 410]
boxing-text: In a 10 round boxing contest, at New York, on Thursday night Jack Dillon outfought Frank Moran and punished him severely. Dillon weighed 11st. 11lb., his opponent 14st. 6lb.: [1355, 812, 1638, 845]
church-appointments-text: The Bishop of London has appointed the Rev. G. Edmondson, vicar of St. Saviour, Chelsea, rural dean of Chelsea, in succession to Canon Pennefather.: [830, 448, 1081, 480]
column-casualty-list: [298, 52, 519, 2254]
movements-sub: (From Lloyd's, &c.): [1174, 420, 1262, 433]
column-rule: [826, 52, 827, 2254]
page-number: 12: [18, 18, 36, 38]
masthead: [18, 14, 1634, 46]
correction-label: CORRECTION.: [631, 224, 718, 239]
column-naval-appointments: [527, 1512, 822, 2254]
comforts-text: The ladies of the Soldiers' Comforts Committee of the Ottawa Women's Canadian Club have undertaken to pay the expenses of the Soldiers' and Sailors' Free Buffet at Victoria Station for one day a month, to be called "Canada Day.": [830, 623, 1081, 666]
text-block: Mr. M. Singer's Adamite, 4 yrs, 8st. 12lb. (Donoghue). Mr. S. B. Joel's Black Jester, 5 yrs, 9st. 7lb. (Wootton). Sir E. Hulton's Ferry, 4 yrs, 8st. 3lb. (F. Lane). Mr. J. B. Joel's Polyanthus, 4 yrs, 7st. 10lb. (Whalley). Lord Derby's Pirate, 4 yrs, 7st. 6lb. (Hulme). Mr. A. Belmont's Hornet's Beauty, 3 yrs, 7st. 2lb. (Rickaby). Mr. W. Raphael's Kwang-Su, 5 yrs, 8st. 0lb. (Griggs). Mr. L. Neumann's Bastille, 5 yrs, 7st. 12lb. (Carslake). Mr. D. McCalmont's Adam Bede, 4 yrs, 7st. 9lb. (Whalley). * Donoghue will ride Donoghue's choice.: [1355, 310, 1638, 360]
text-block: Canadian Infantry.—Adams, 81121 J.; Allan, 112203 W.; Baker, 438071 T.; Bell, 101003 R.; Black, 112098 J.; Boyd, 438162 A.; Brown, 101104 W.; Burns, 112189 T.; Cameron, 438253 D.; Campbell, 101205 J.; Carter, 112270 R.; Clark, 438344 A.; Cole, 101306 W.; Cooper, 112361 J.; Craig, 438435 T.; Davidson, 101407 A.; Davis, 112452 J.; Douglas, 438526 W.; Edwards, 101508 R.; Evans, 112543 T.; Ferguson, 438617 D.; Fisher, 101609 J.; Foster, 112634 A.; Gibson, 438708 W.; Gordon, 101700 J.; Gray, 112725 T.; Hall, 438799 R.; Henderson, 101801 J.; Hunter, 112816 A.: [527, 427, 822, 476]
losses-heading: LOSSES IN THE RANKS.: [61, 291, 254, 309]
cargo-heading: CARGO AND OTHER VESSELS.: [1116, 507, 1320, 523]
text-block: The American steamer Bear, valued at £100,000, which stranded at Cape Mendocino on June 16, while bound from Portland (Or.) for San Francisco, is showing signs of breaking up. The steamer Ilex, inbound from the United Kingdom, is overdue at Fremantle, and the rate for reinsurance is quoted at 10 guineas per cent. The Norwegian barque Elida, from the River Plate, is overdue, and reinsurance is quoted at 15 guineas per cent.: [1089, 727, 1347, 769]
killed-label: KILLED.: [135, 126, 179, 139]
